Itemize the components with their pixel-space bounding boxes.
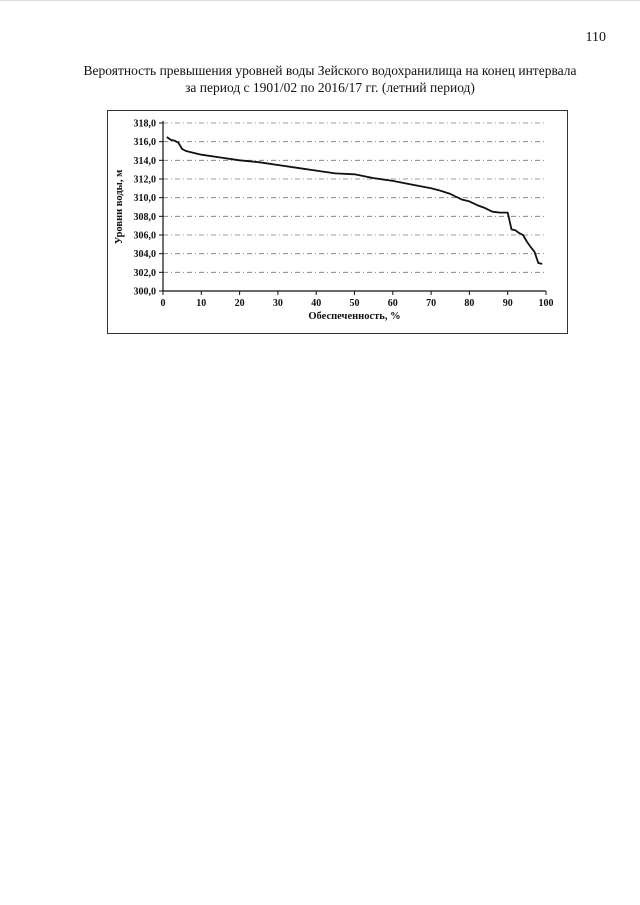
- y-tick-label: 316,0: [133, 137, 156, 149]
- chart-title-line-2: за период с 1901/02 по 2016/17 гг. (летний период): [185, 80, 475, 95]
- x-axis-title: Обеспеченность, %: [308, 311, 401, 322]
- x-tick-label: 10: [196, 298, 207, 309]
- chart-frame: [107, 110, 568, 334]
- y-tick-label: 312,0: [133, 174, 156, 186]
- x-tick-label: 90: [502, 298, 513, 309]
- y-tick-label: 314,0: [133, 155, 156, 167]
- y-tick-label: 302,0: [133, 267, 156, 279]
- y-tick-label: 304,0: [133, 249, 156, 261]
- x-tick-label: 40: [311, 298, 322, 309]
- x-tick-label: 0: [160, 298, 166, 309]
- y-tick-label: 300,0: [133, 286, 156, 298]
- page-top-rule: [0, 0, 640, 1]
- chart-title-line-1: Вероятность превышения уровней воды Зейского водохранилища на конец интервала: [83, 63, 577, 78]
- y-tick-label: 306,0: [133, 230, 156, 242]
- series-line: [167, 137, 542, 264]
- axes: [159, 121, 546, 295]
- y-tick-label: 318,0: [133, 118, 156, 130]
- x-tick-label: 80: [464, 298, 475, 309]
- x-tick-label: 70: [426, 298, 437, 309]
- x-tick-label: 50: [349, 298, 360, 309]
- x-tick-labels: [161, 298, 554, 309]
- chart-title: [60, 62, 600, 96]
- grid-lines: [163, 123, 546, 272]
- y-tick-label: 310,0: [133, 193, 156, 205]
- x-tick-label: 30: [272, 298, 283, 309]
- x-tick-label: 20: [234, 298, 245, 309]
- y-tick-labels: [134, 119, 157, 298]
- chart-svg: [108, 111, 569, 335]
- y-tick-label: 308,0: [133, 211, 156, 223]
- y-axis-title: Уровни воды, м: [114, 169, 125, 245]
- x-tick-label: 100: [538, 298, 554, 309]
- x-tick-label: 60: [387, 298, 398, 309]
- page-number: 110: [585, 30, 606, 45]
